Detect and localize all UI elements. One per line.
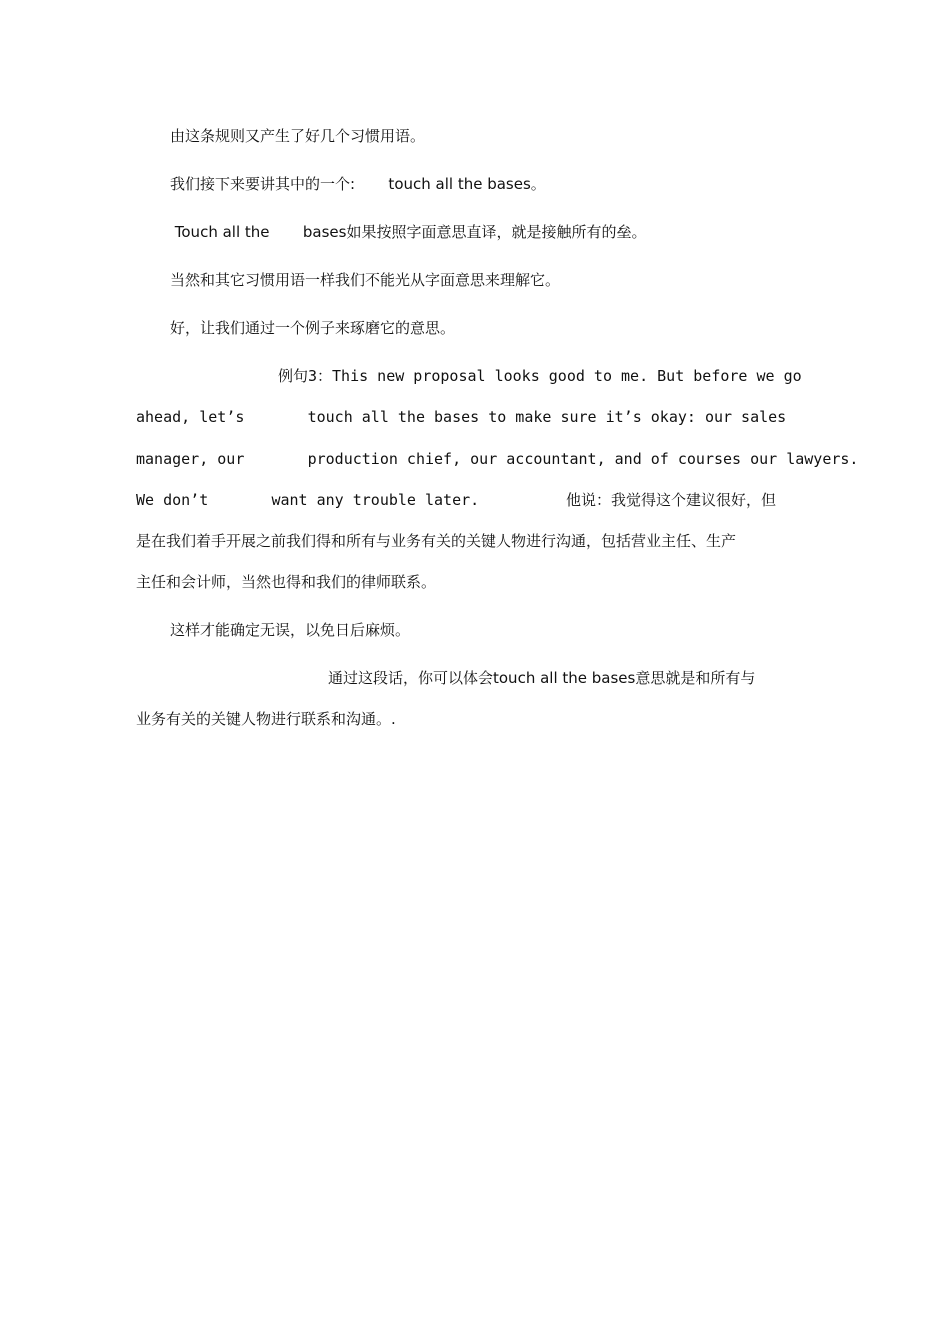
- paragraph-line-4: 当然和其它习惯用语一样我们不能光从字面意思来理解它。: [170, 271, 561, 289]
- translation-line-3: 主任和会计师，当然也得和我们的律师联系。: [136, 573, 437, 591]
- paragraph-line-2: 我们接下来要讲其中的一个: touch all the bases。: [170, 175, 546, 193]
- paragraph-line-5: 好，让我们通过一个例子来琢磨它的意思。: [170, 319, 456, 337]
- paragraph-line-3: Touch all the bases如果按照字面意思直译，就是接触所有的垒。: [170, 223, 647, 241]
- paragraph-line-1: 由这条规则又产生了好几个习惯用语。: [170, 127, 426, 145]
- example-line-3: manager, our production chief, our accountant, and of courses our lawyers.: [136, 450, 859, 468]
- example-line-1: 例句3：This new proposal looks good to me. But before we go: [278, 367, 802, 385]
- paragraph-line-6: 这样才能确定无误，以免日后麻烦。: [170, 621, 411, 639]
- example-line-2: ahead, let’s touch all the bases to make sure it’s okay: our sales: [136, 408, 787, 426]
- summary-line-2: 业务有关的关键人物进行联系和沟通。.: [136, 710, 396, 728]
- example-line-4: We don’t want any trouble later.: [136, 491, 480, 509]
- translation-line-2: 是在我们着手开展之前我们得和所有与业务有关的关键人物进行沟通，包括营业主任、生产: [136, 532, 737, 550]
- translation-line-1: 他说：我觉得这个建议很好，但: [566, 491, 777, 509]
- summary-line-1: 通过这段话，你可以体会touch all the bases意思就是和所有与: [328, 669, 756, 687]
